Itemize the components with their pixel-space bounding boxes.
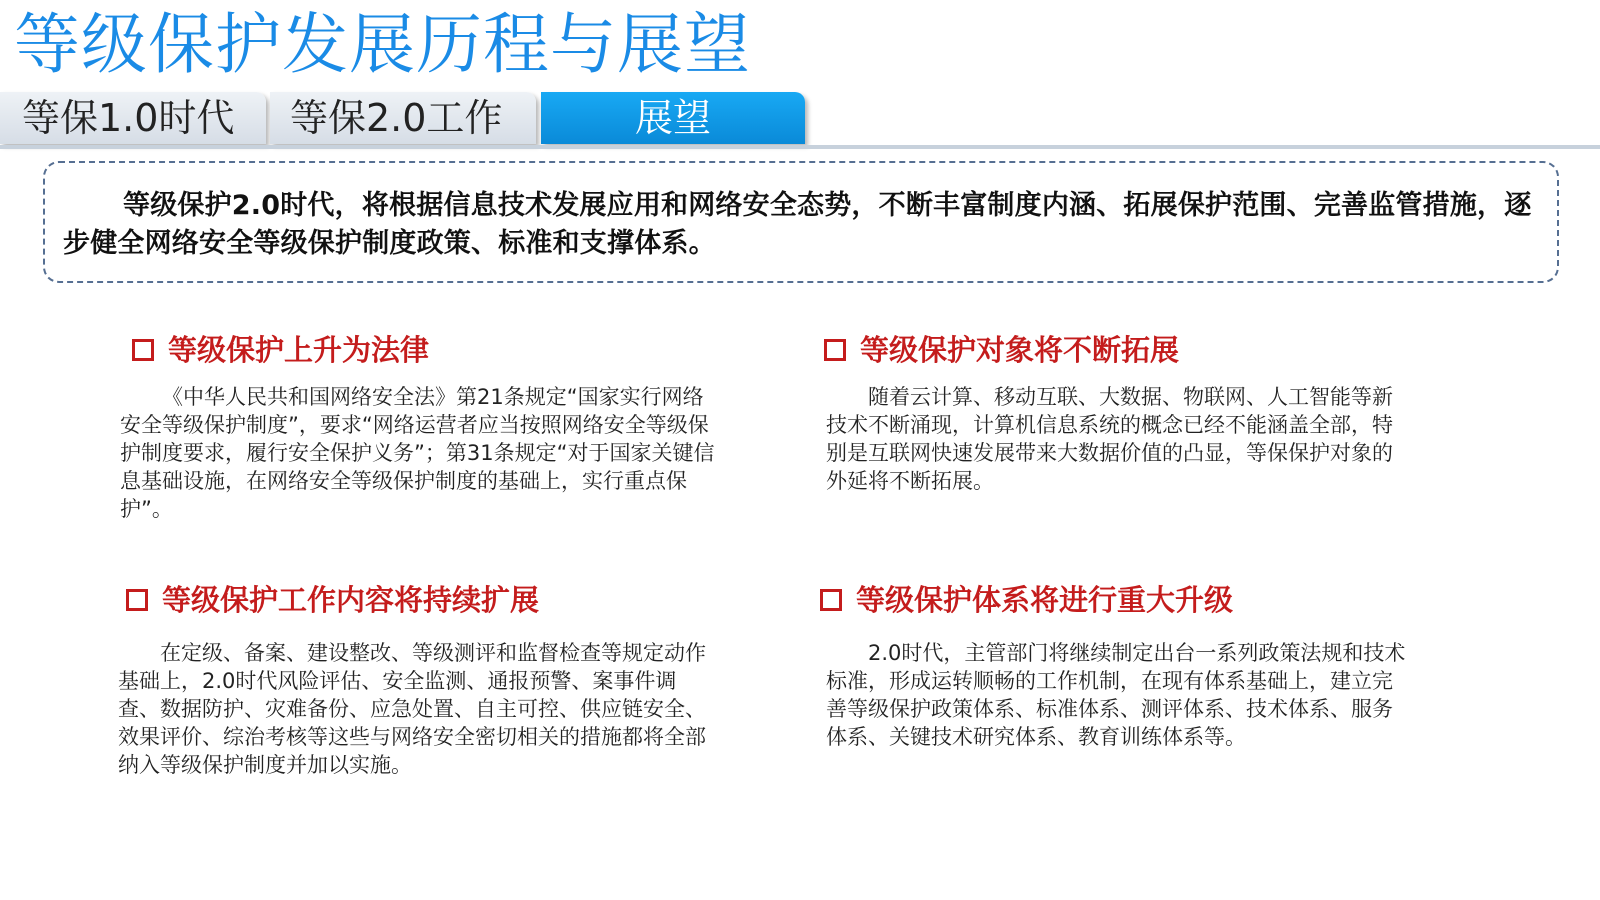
section-body-object-scope: 随着云计算、移动互联、大数据、物联网、人工智能等新技术不断涌现，计算机信息系统的概念已经不能涵盖全部，特别是互联网快速发展带来大数据价值的凸显，等保保护对象的外延将不断拓展。 bbox=[826, 385, 1393, 493]
tab-dengbao-1-0[interactable]: 等保1.0时代 bbox=[0, 92, 266, 144]
intro-text: 等级保护2.0时代，将根据信息技术发展应用和网络安全态势，不断丰富制度内涵、拓展保护范围、完善监管措施，逐步健全网络安全等级保护制度政策、标准和支撑体系。 bbox=[63, 190, 1532, 259]
section-body-system-upgrade: 2.0时代，主管部门将继续制定出台一系列政策法规和技术标准，形成运转顺畅的工作机制，在现有体系基础上，建立完善等级保护政策体系、标准体系、测评体系、技术体系、服务体系、关键技术研究体系、教育训练体系等。 bbox=[826, 641, 1406, 749]
intro-box bbox=[43, 161, 1559, 283]
checkbox-bullet-icon bbox=[820, 589, 842, 611]
section-heading-text: 等级保护对象将不断拓展 bbox=[860, 333, 1180, 367]
section-heading-work-content bbox=[126, 580, 539, 620]
section-body-law: 《中华人民共和国网络安全法》第21条规定“国家实行网络安全等级保护制度”，要求“网络运营者应当按照网络安全等级保护制度要求，履行安全保护义务”；第31条规定“对于国家关键信息基础设施，在网络安全等级保护制度的基础上，实行重点保护”。 bbox=[120, 385, 715, 521]
checkbox-bullet-icon bbox=[126, 589, 148, 611]
section-heading-object-scope bbox=[824, 330, 1179, 370]
tab-outlook-active[interactable]: 展望 bbox=[541, 92, 805, 144]
tab-dengbao-2-0-work[interactable]: 等保2.0工作 bbox=[270, 92, 536, 144]
tab-underline bbox=[0, 145, 1600, 149]
section-heading-text: 等级保护体系将进行重大升级 bbox=[856, 583, 1234, 617]
checkbox-bullet-icon bbox=[132, 339, 154, 361]
section-body-work-content: 在定级、备案、建设整改、等级测评和监督检查等规定动作基础上，2.0时代风险评估、安全监测、通报预警、案事件调查、数据防护、灾难备份、应急处置、自主可控、供应链安全、效果评价、综治考核等这些与网络安全密切相关的措施都将全部纳入等级保护制度并加以实施。 bbox=[118, 641, 706, 777]
section-heading-text: 等级保护工作内容将持续扩展 bbox=[162, 583, 540, 617]
page-title: 等级保护发展历程与展望 bbox=[14, 6, 751, 83]
section-heading-text: 等级保护上升为法律 bbox=[168, 333, 430, 367]
checkbox-bullet-icon bbox=[824, 339, 846, 361]
tab-bar bbox=[0, 92, 1600, 150]
section-heading-law bbox=[132, 330, 429, 370]
section-heading-system-upgrade bbox=[820, 580, 1233, 620]
